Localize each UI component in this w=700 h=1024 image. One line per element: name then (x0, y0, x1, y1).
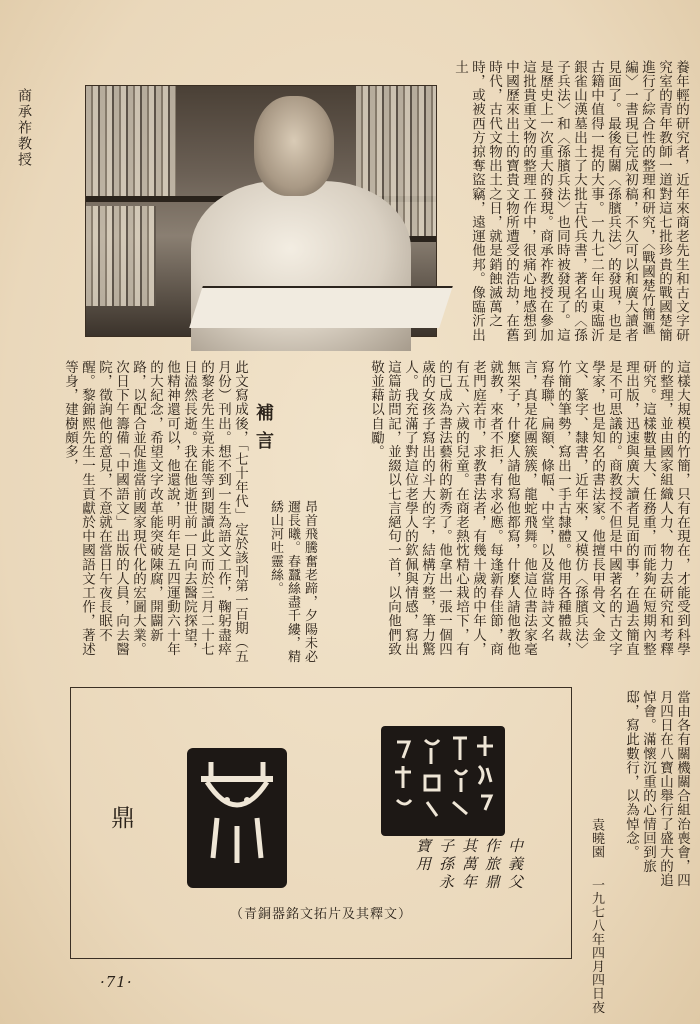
ding-label: 鼎 (111, 804, 135, 832)
author-name: 袁曉園 (589, 818, 604, 859)
rubbing-figure (70, 687, 572, 959)
professor-photo (85, 85, 437, 337)
inscription-transcription: 中義父作旅鼎其萬年子孫永寶用 (414, 838, 524, 892)
poem-text: 昂首飛騰奮老蹄，夕陽未必邇長曦。春蠶絲盡千縷，精綉山河吐靈絲。 (268, 500, 317, 664)
ding-rubbing-image (187, 748, 287, 888)
upper-right-text: 養年輕的研究者，近年來商老先生和古文字研究室的青年教師一道對這七批珍貴的戰國楚簡進行了綜合性的整理和研究，〈戰國楚竹簡滙編〉一書現已完成初稿，不久可以和廣大讀者見面了。最後有關〈孫臏兵法〉的發現，也是古籍中值得一提的大事。一九七二年山東臨沂銀雀山漢墓出土了大批古代兵書，著名的〈孫子兵法〉和〈孫臏兵法〉也同時被發現了。這是歷史上一次重大的發現。商承祚教授在參加這批貴重文物的整理工作中，很痛心地感想到中國歷來出土的寶貴文物所遭受的浩劫，在舊時代，古代文物出土之日，就是銷蝕滅萬之時，或被西方掠奪盜竊，遠運他邦。像臨沂出土 (452, 60, 689, 342)
middle-right-text: 這樣大規模的竹簡，只有在現在，才能受到科學的整理，並由國家組織人力、物力去研究和考釋研究。這樣數量大、任務重，而能夠在短期內整理出版，迅速與廣大讀者見面的事，在過去簡直是不可思議的。商教授不但是中國著名的古文字學家，也是知名的書法家。他擅長甲骨文、金文、篆字、隸書，近年來，又模仿〈孫臏兵法〉竹簡的筆勢，寫出一手古隸體。他用各種體裁，寫春聯、扁額、條幅、中堂，以及當時詩文名言，真是花團簇簇，龍蛇飛舞。他這位書法家毫無架子，什麼人請他寫他都寫，什麼人請他教他就教，來者不拒，有求必應。每逢新春佳節，商老門庭若市，求教書法者，有幾十歲的中年人，有五、六歲的兒童。在商老熱忱精心栽培下，有的已成為書法藝術的新秀了。他拿出一張一個四歲的女孩子寫出的斗大的字，結構方整，筆力驚人。我充滿了對這位老學人的欽佩與情感，寫出這篇訪問記，並綴以七言絕句一首，以向他們致敬並藉以自勵。 (368, 360, 690, 657)
page-number: ·71· (100, 973, 133, 991)
memorial-note: 當由各有關機關合組治喪會，四月四日在八寶山舉行了盛大的追悼會。滿懷沉重的心情回到旅邸，寫此數行，以為悼念。 (623, 690, 690, 888)
photo-caption: 商承祚教授 (16, 88, 32, 168)
figure-caption: （青銅器銘文拓片及其釋文） (229, 907, 412, 922)
inscription-rubbing-image (381, 726, 505, 836)
date-line: 一九七八年四月四日夜 (589, 878, 604, 1014)
supplement-text: 此文寫成後，「七十年代」定於該刊第一百期（五月份）刊出。想不到一生為語文工作，鞠躬盡瘁的黎老先生竟未能等到閱讀此文而於三月二十七日溘然長逝。我在他逝世前一日向去醫院探望，他精神還可以，他還說，明年是五四運動六十年的大紀念，希望文字改革能突破陳腐，開闢新路，以配合並促進當前國家現代化的宏圖大業。次日下午籌備「中國語文」出版的人員，向去醫院，徵詢他的意見，不意就在當日午夜長眠不醒。黎錦熙先生一生貢獻於中國語文工作，著述等身，建樹頗多， (62, 360, 248, 664)
supplement-heading: 補言 (253, 403, 274, 459)
